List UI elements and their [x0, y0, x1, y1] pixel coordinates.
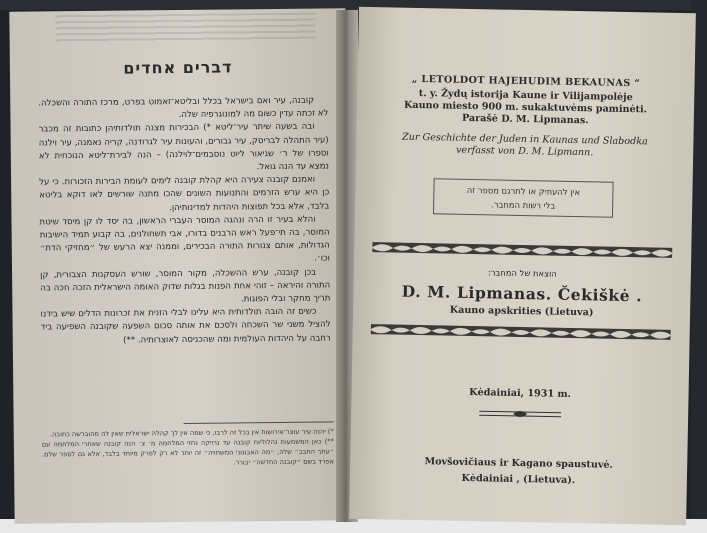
background-top — [0, 0, 707, 10]
german-line: Zur Geschichte der Juden in Kaunas und Slabodka — [401, 131, 648, 148]
copyright-notice-box — [433, 178, 614, 217]
paragraph: ואמנם קובנה צעירה היא קהלת קובנה לימים לעומת הבירות הזכורות. כי על כן היא ערש הזרמים והתנועות השונים שהכו מתנה שורשים לאו דוקא בליטא בלבד, אלא בכל תפוצות היהדות למדינותיהן. — [39, 174, 330, 213]
paragraph: והלא בעיר זו הרה ונהגה המוסר העברי הראשון, בה יסד לו קן מיסד שיטת המוסר, בה תי־פעל ראש הרבנים בדורו, אבי תשחולנים, בה קבוע תמיד הישיבות הגדולות, אותם צנורות התורה הבכירים, וממנה יצא הרעש של ״מחזיקי הדת״ וכו׳. — [39, 214, 330, 265]
footnote: *) יהנה עיר עוצר־אירושות אין בכל זה לרבו, כי שמה אין לך קהלה ישראלית שאין לה מהוברשה כתובה. — [49, 427, 334, 439]
paragraph: כשים זה הובה תולדותית היא עלינו לבלי הזנית את זכרונות הדלים שיש בידנו להציל משני שר השכחה ולסכם את אותה סכום השפעה שקובנה השפיעה ביד רחבה על היהדות העולמית ומה שהכניסה לאוצרותיה. **) — [40, 306, 331, 346]
left-page-title: דברים אחדים — [123, 57, 233, 78]
lithuanian-line: Kauno miesto 900 m. sukaktuvėms paminėti. — [403, 99, 648, 116]
bleed-through-text — [55, 13, 315, 46]
lithuanian-line: t. y. Žydų istorija Kaune ir Vilijampolėje — [418, 87, 633, 104]
ornamental-border-icon — [371, 321, 671, 343]
footnote: **) כאן המשמעות נהלוליות קובנה עד נרויקה נחזי המלחמה מ׳ צ׳ הנה קובנה שאחרי המלחמה עם ״עתר התבב״ שלה, ״מה האבוגוני המשתויה״ זה יותר לא רק לפרק מיוחד בלבד, אלא גם לספר שלם. אפרד בשם ״קובנה החדשה״ יבורר. — [41, 437, 335, 467]
ornamental-border-icon — [372, 239, 672, 261]
author-name: D. M. Lipmanas. Čekiškė . — [401, 281, 643, 306]
footnotes — [42, 426, 334, 469]
series-title: „ LETOLDOT HAJEHUDIM BEKAUNAS “ — [411, 73, 641, 90]
right-page — [349, 7, 696, 525]
place-and-date: Kėdainiai, 1931 m. — [469, 387, 572, 400]
paragraph: קובנה, עיר ואם בישראל בכלל ובליטא־זאמוט בפרט, מרכז התורה והשכלה. לא זכתה עדין כשום מה למונוגרפיה שלה. — [38, 95, 329, 121]
left-page-body — [38, 94, 331, 348]
paragraph: ובה בשעה שיתר עיר־ליטא *) הבכירות מצנה תולדותיהן כתובות זה מכבר (עיר התהלה לבריסק, עיר גבורים, והעונות עיר לגרודנה, קריה נאמנה, עיר וילנה וספרו של ר׳ שניאור ליוט נוסבמים־לוילנה) – הנה לבירת־ליטא הנוכחית לא נמצא עד הנה גואל. — [38, 121, 330, 173]
printer-name: Movšovičiaus ir Kagano spaustuvė. — [424, 456, 613, 471]
author-region: Kauno apskrities (Lietuva) — [449, 304, 594, 319]
lithuanian-line: Parašė D. M. Lipmanas. — [461, 112, 589, 127]
left-page — [9, 8, 350, 523]
notice-line: אין להעתיק או לתרגם מספר זה — [466, 184, 581, 198]
paragraph: בכן קובנה, ערש ההשכלה, מקור המוסר, שורש העסקנות הצבורית, קן התורה והיראה – זוהי אחת הפנות בגלות שדוק האומה הישראלית הזכה חכה בה תריך מחקר ובלי הפוגות. — [40, 267, 331, 305]
notice-line: בלי רשות המחבר. — [491, 199, 556, 211]
german-line: verfasst von D. M. Lipmann. — [455, 144, 594, 159]
decorative-rule-icon — [479, 407, 561, 421]
publisher-label: הוצאת של המחבר: — [487, 267, 557, 279]
footnote-rule — [184, 421, 334, 424]
printer-place: Kėdainiai , (Lietuva). — [461, 472, 576, 487]
